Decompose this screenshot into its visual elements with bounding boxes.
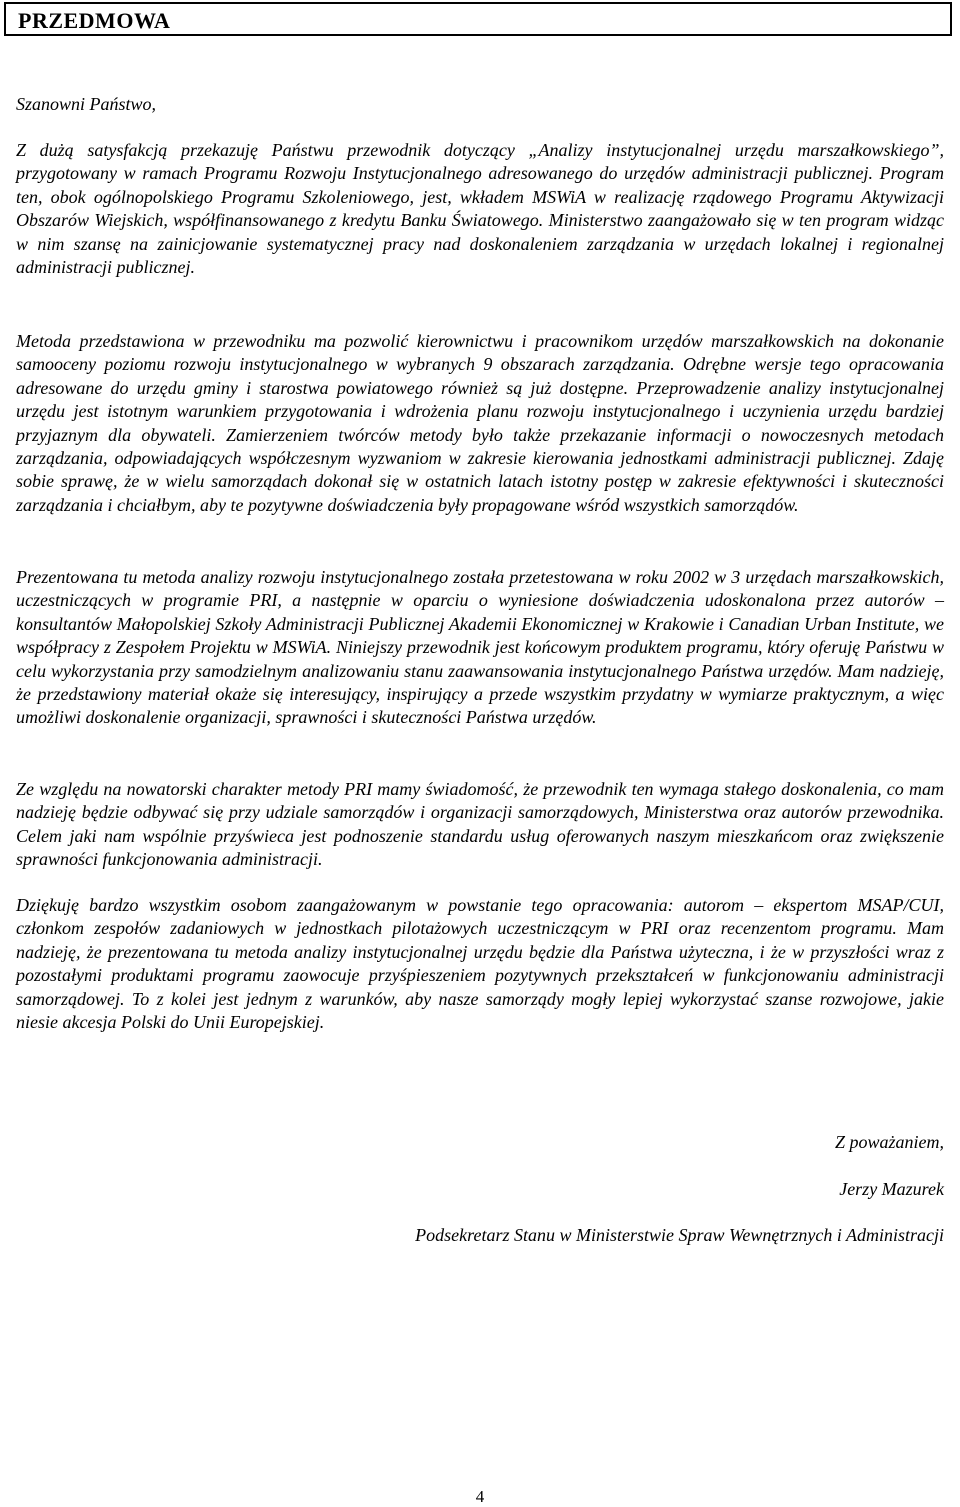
signature-closing: Z poważaniem, [834, 1132, 944, 1152]
paragraph-4: Ze względu na nowatorski charakter metody PRI mamy świadomość, że przewodnik ten wymaga stałego doskonalenia, co mam nadzieję będzie odbywać się przy udziale samorządów i organizacji samorządowych, Ministerstwa oraz autorów przewodnika. Celem jaki nam wspólnie przyświeca jest podnoszenie standardu usług oferowanych naszym mieszkańcom oraz zwiększenie sprawności funkcjonowania administracji. [16, 779, 944, 870]
paragraph-1: Z dużą satysfakcją przekazuję Państwu przewodnik dotyczący „Analizy instytucjonalnej urzędu marszałkowskiego”, przygotowany w ramach Programu Rozwoju Instytucjonalnego adresowanego do urzędów administracji publicznej. Program ten, obok ogólnopolskiego Programu Szkoleniowego, jest, wkładem MSWiA w realizację rządowego Programu Aktywizacji Obszarów Wiejskich, współfinansowanego z kredytu Banku Światowego. Ministerstwo zaangażowało się w ten program widząc w nim szansę na zainicjowanie systematycznej pracy nad doskonaleniem zarządzania w urzędach lokalnej i regionalnej administracji publicznej. [16, 140, 944, 278]
paragraph-2: Metoda przedstawiona w przewodniku ma pozwolić kierownictwu i pracownikom urzędów marszałkowskich na dokonanie samooceny poziomu rozwoju instytucjonalnego w wybranych 9 obszarach zarządzania. Odrębne wersje tego opracowania adresowane do urzędu gminy i starostwa powiatowego również są już dostępne. Przeprowadzenie analizy instytucjonalnej urzędu jest istotnym warunkiem przygotowania i wdrożenia planu rozwoju instytucjonalnego i uczynienia urzędu bardziej przyjaznym dla obywateli. Zamierzeniem twórców metody było także przekazanie informacji o nowoczesnych metodach zarządzania, odpowiadających współczesnym wyzwaniom w zakresie kierowania jednostkami administracji publicznej. Zdaję sobie sprawę, że w wielu samorządach dokonał się w ostatnich latach istotny postęp w zakresie efektywności i skuteczności zarządzania i chciałbym, aby te pozytywne doświadczenia były propagowane wśród wszystkich samorządów. [16, 331, 944, 515]
paragraph-5: Dziękuję bardzo wszystkim osobom zaangażowanym w powstanie tego opracowania: autorom – ekspertom MSAP/CUI, członkom zespołów zadaniowych w jednostkach pilotażowych uczestniczącym w PRI oraz recenzentom programu. Mam nadzieję, że prezentowana tu metoda analizy instytucjonalnej urzędu będzie dla Państwa użyteczna, i że w przyszłości wraz z pozostałymi produktami programu zaowocuje przyśpieszeniem pozytywnych przekształceń w funkcjonowaniu administracji samorządowej. To z kolei jest jednym z warunków, aby nasze samorządy mogły lepiej wykorzystać szanse rozwojowe, jakie niesie akcesja Polski do Unii Europejskiej. [16, 895, 944, 1033]
page-number: 4 [475, 1487, 485, 1506]
signature-position: Podsekretarz Stanu w Ministerstwie Spraw Wewnętrznych i Administracji [415, 1225, 944, 1245]
page-title: PRZEDMOWA [18, 8, 171, 33]
paragraph-3: Prezentowana tu metoda analizy rozwoju instytucjonalnego została przetestowana w roku 2002 w 3 urzędach marszałkowskich, uczestniczących w programie PRI, a następnie w oparciu o wyniesione doświadczenia udoskonalona przez autorów – konsultantów Małopolskiej Szkoły Administracji Publicznej Akademii Ekonomicznej w Krakowie i Canadian Urban Institute, we współpracy z Zespołem Projektu w MSWiA. Niniejszy przewodnik jest końcowym produktem programu, który oferuję Państwu w celu wykorzystania przy samodzielnym analizowaniu stanu zaawansowania instytucjonalnego Państwa urzędów. Mam nadzieję, że przedstawiony materiał okaże się interesujący, inspirujący a przede wszystkim przydatny w wymiarze praktycznym, a więc umożliwi doskonalenie organizacji, sprawności i skuteczności Państwa urzędów. [16, 567, 944, 728]
salutation: Szanowni Państwo, [16, 94, 157, 114]
section-title-box [4, 2, 952, 36]
signature-name: Jerzy Mazurek [839, 1179, 944, 1199]
